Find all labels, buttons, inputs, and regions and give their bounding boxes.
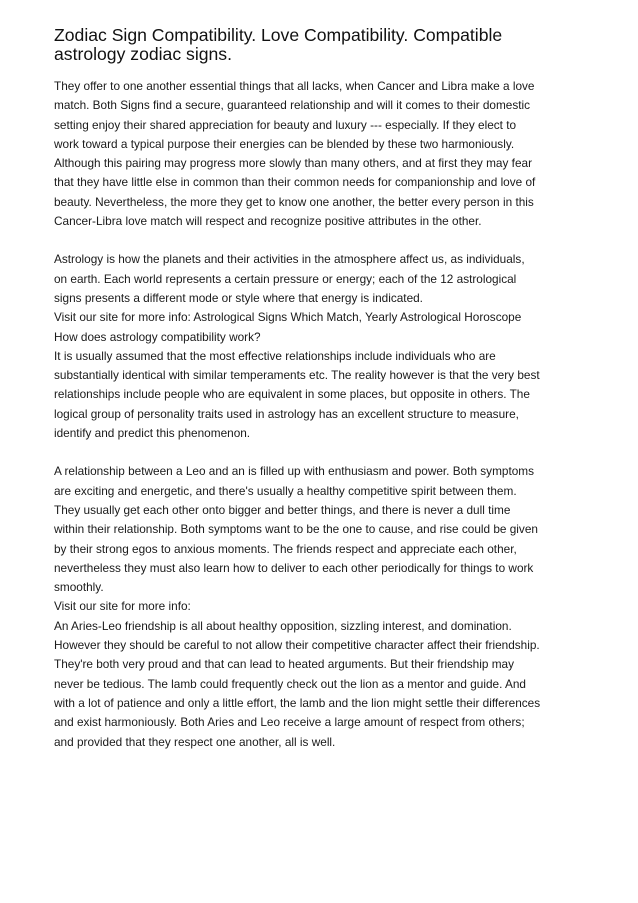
text-line: They offer to one another essential things that all lacks, when Cancer and Libra make a love [54,79,535,93]
text-line: work toward a typical purpose their energies can be blended by these two harmoniously. [54,136,515,151]
text-line: Astrology is how the planets and their activities in the atmosphere affect us, as individuals, [54,252,525,267]
text-line: signs presents a different mode or style where that energy is indicated. [54,290,423,305]
text-line: match. Both Signs find a secure, guaranteed relationship and will it comes to their domestic [54,98,531,113]
paragraph-spacer [54,231,590,250]
text-line: never be tedious. The lamb could frequently check out the lion as a mentor and guide. And [54,676,526,691]
text-line: logical group of personality traits used in astrology has an excellent structure to measure, [54,406,519,421]
paragraph-leo-aries [54,462,590,751]
text-line: relationships include people who are equivalent in some places, but opposite in others. The [54,387,530,402]
text-line: within their relationship. Both symptoms want to be the one to cause, and rise could be given [54,522,538,537]
text-line: Visit our site for more info: Astrological Signs Which Match, Yearly Astrological Horoscope [54,310,522,325]
text-line: on earth. Each world represents a certain pressure or energy; each of the 12 astrological [54,271,517,286]
text-line: A relationship between a Leo and an is filled up with enthusiasm and power. Both symptoms [54,464,535,479]
text-line: that they have little else in common than their common needs for companionship and love of [54,175,536,190]
paragraph-astrology [54,250,590,443]
title-line: Zodiac Sign Compatibility. Love Compatibility. Compatible [54,25,503,45]
text-line: nevertheless they must also learn how to deliver to each other periodically for things to work [54,560,534,575]
text-line: They usually get each other onto bigger and better things, and there is never a dull time [54,502,511,517]
text-line: Cancer-Libra love match will respect and recognize positive attributes in the other. [54,214,482,229]
text-line: identify and predict this phenomenon. [54,426,251,441]
text-line: with a lot of patience and only a little effort, the lamb and the lion might settle their differences [54,695,541,710]
text-line: Although this pairing may progress more slowly than many others, and at first they may fear [54,156,532,171]
text-line: How does astrology compatibility work? [54,329,261,344]
text-line: beauty. Nevertheless, the more they get to know one another, the better every person in this [54,194,534,209]
text-line: An Aries-Leo friendship is all about healthy opposition, sizzling interest, and domination. [54,618,512,633]
text-line: However they should be careful to not allow their competitive character affect their friendship. [54,638,540,653]
text-line: They're both very proud and that can lead to heated arguments. But their friendship may [54,657,514,672]
text-line: substantially identical with similar temperaments etc. The reality however is that the very best [54,368,540,383]
page-title [54,26,590,64]
text-line: setting enjoy their shared appreciation for beauty and luxury --- especially. If they elect to [54,117,517,132]
text-line: It is usually assumed that the most effective relationships include individuals who are [54,348,496,363]
text-line: are exciting and energetic, and there's usually a healthy competitive spirit between them. [54,483,517,498]
title-line: astrology zodiac signs. [54,44,232,64]
document-page [54,26,590,752]
text-line: Visit our site for more info: [54,599,191,614]
paragraph-spacer [54,443,590,462]
text-line: smoothly. [54,580,104,595]
paragraph-cancer-libra [54,77,590,231]
text-line: and provided that they respect one another, all is well. [54,734,336,749]
text-line: by their strong egos to anxious moments. The friends respect and appreciate each other, [54,541,517,556]
text-line: and exist harmoniously. Both Aries and Leo receive a large amount of respect from others; [54,715,525,730]
